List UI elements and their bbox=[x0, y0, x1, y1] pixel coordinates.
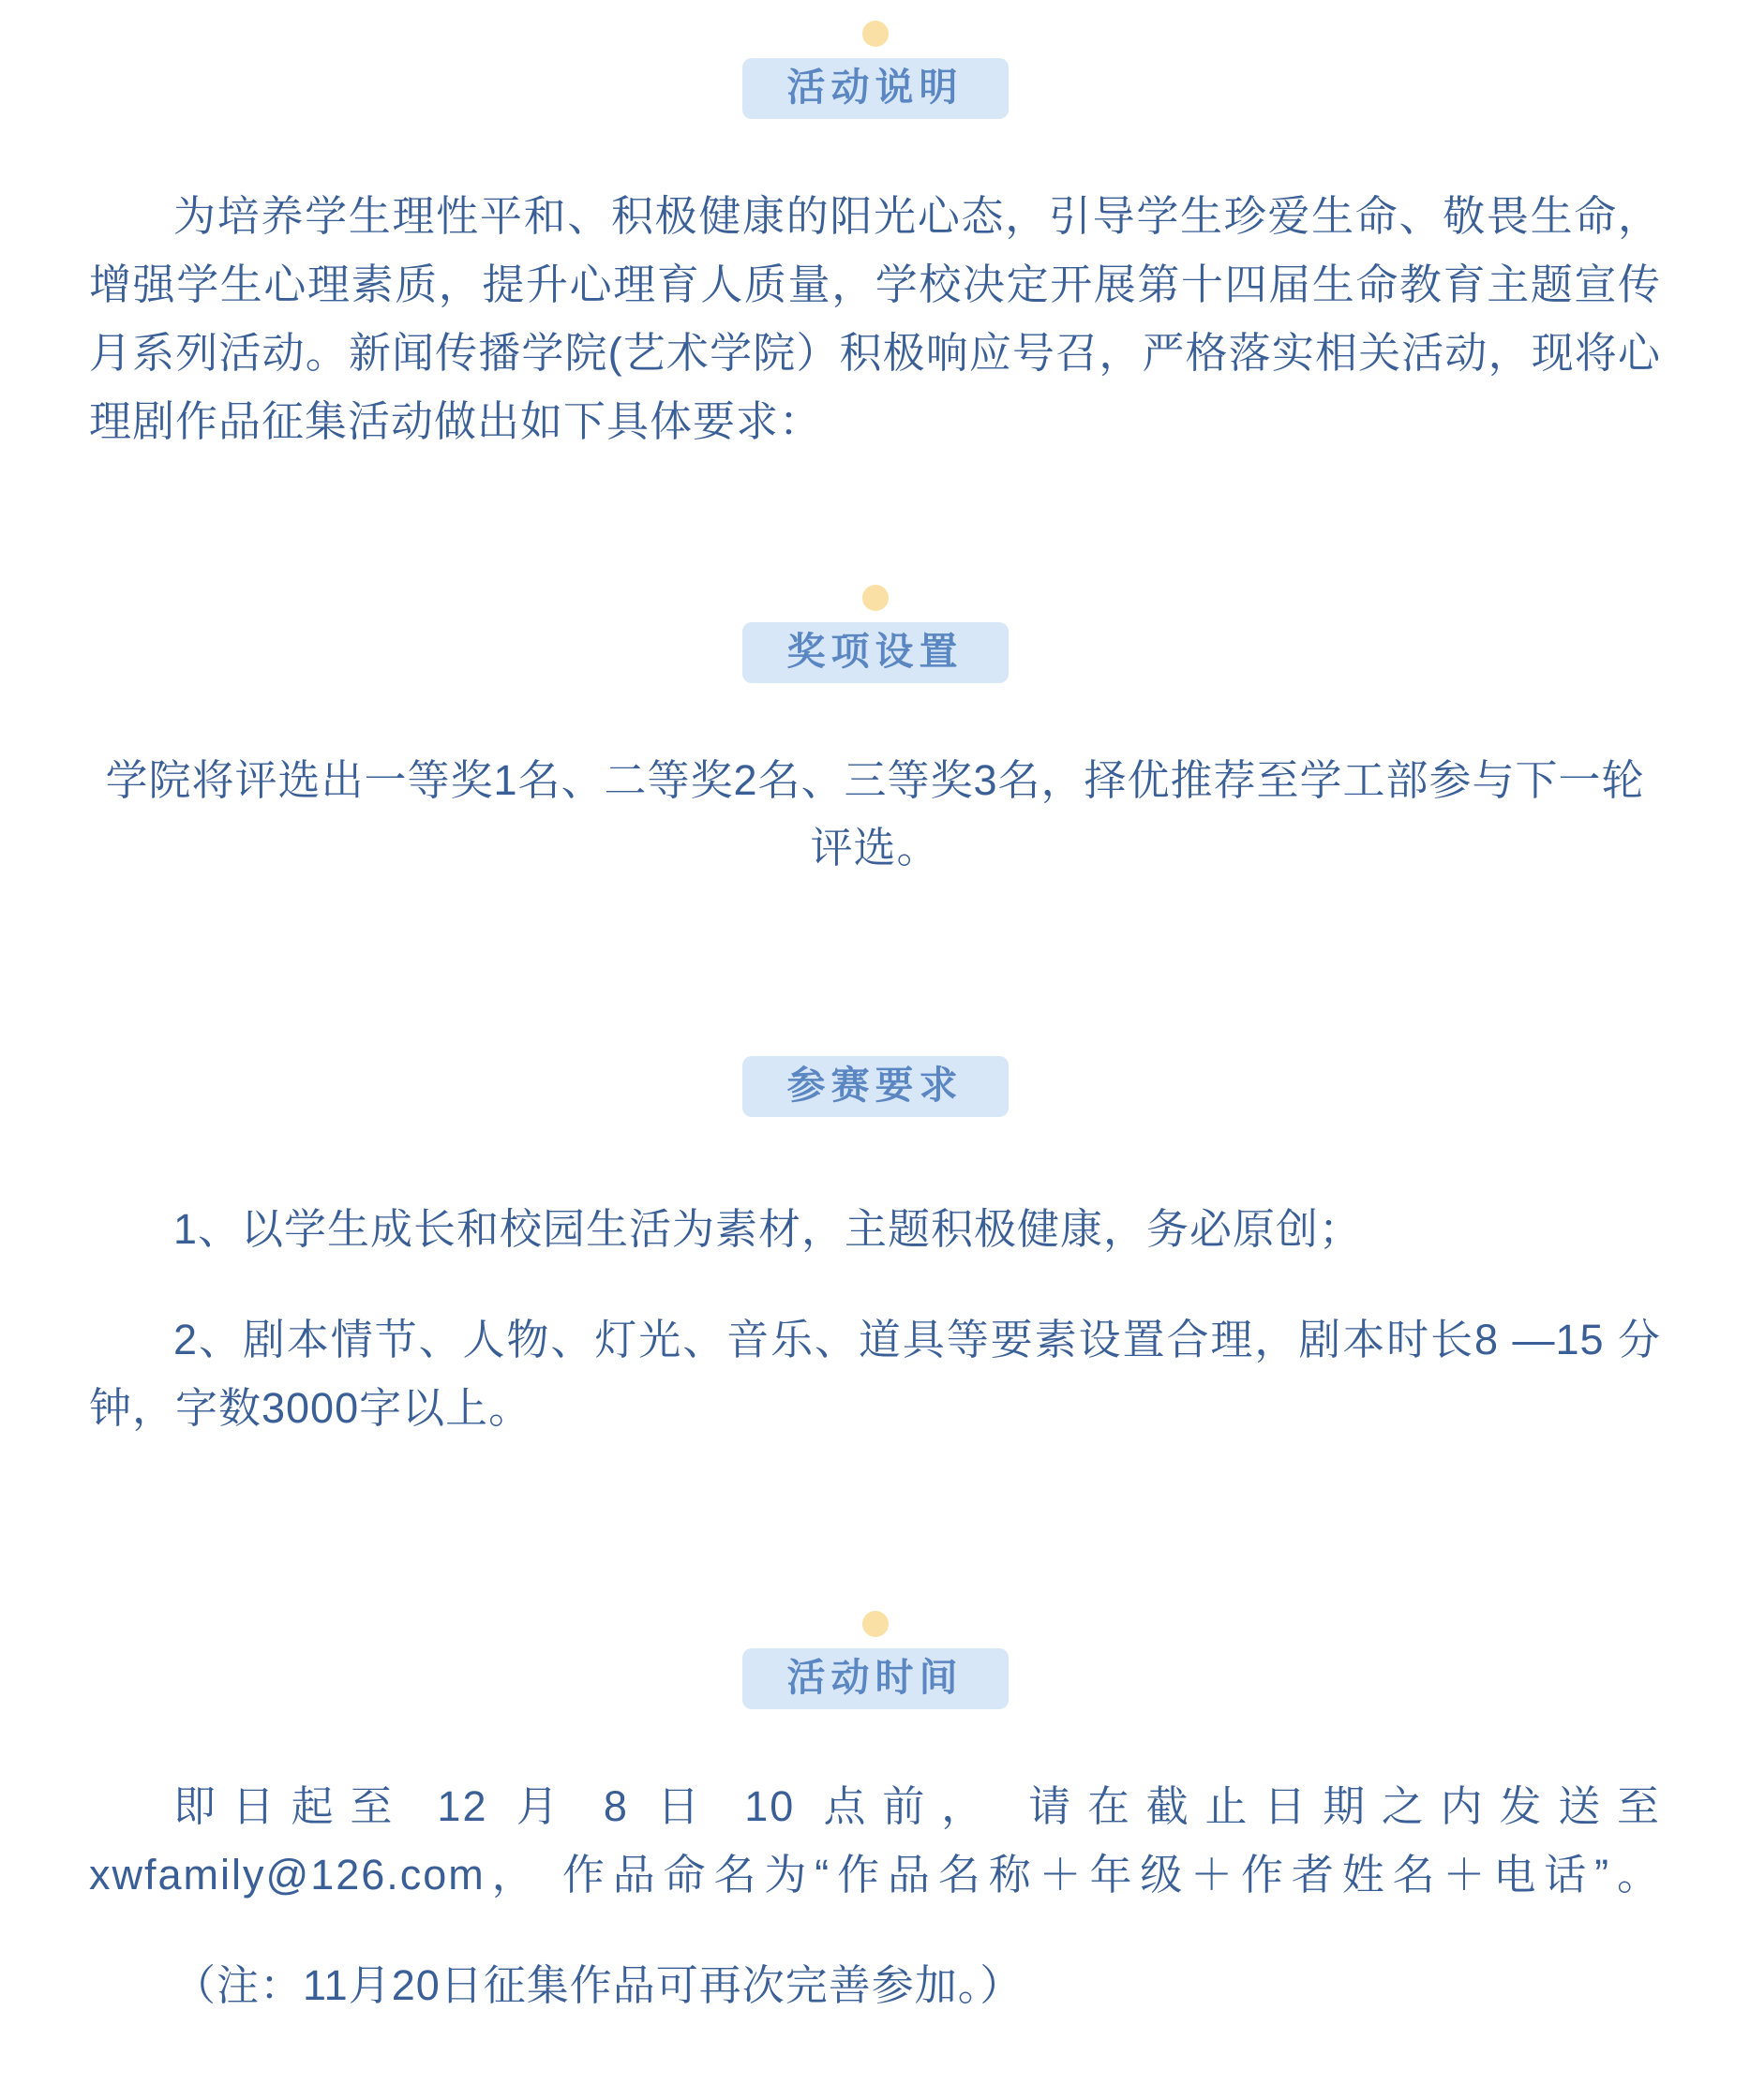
dot-icon bbox=[862, 1611, 889, 1637]
heading-badge bbox=[742, 622, 1009, 683]
dot-icon bbox=[862, 21, 889, 47]
spacer bbox=[89, 499, 1661, 564]
paragraph-submission-info: 即日起至 12 月 8 日 10 点前， 请在截止日期之内发送至xwfamily@126.com， 作品命名为“作品名称＋年级＋作者姓名＋电话”。 bbox=[89, 1782, 1661, 1899]
section-awards bbox=[89, 564, 1661, 884]
section-heading-awards bbox=[89, 564, 1661, 705]
section-heading-activity-time bbox=[89, 1590, 1661, 1731]
section-activity-time bbox=[89, 1590, 1661, 2020]
heading-badge bbox=[742, 58, 1009, 119]
heading-text: 活动时间 bbox=[786, 1656, 964, 1700]
spacer bbox=[89, 1485, 1661, 1590]
paragraph-requirement-2: 2、剧本情节、人物、灯光、音乐、道具等要素设置合理，剧本时长8 —15 分钟，字数3000字以上。 bbox=[89, 1316, 1661, 1433]
paragraph-note: （注：11月20日征集作品可再次完善参加。） bbox=[173, 1960, 1024, 2009]
heading-text: 奖项设置 bbox=[786, 629, 964, 673]
heading-text: 活动说明 bbox=[786, 66, 964, 109]
paragraph-activity-description: 为培养学生理性平和、积极健康的阳光心态，引导学生珍爱生命、敬畏生命，增强学生心理素质，提升心理育人质量，学校决定开展第十四届生命教育主题宣传月系列活动。新闻传播学院(艺术学院）积极响应号召，严格落实相关活动，现将心理剧作品征集活动做出如下具体要求： bbox=[89, 192, 1661, 445]
heading-badge bbox=[742, 1056, 1009, 1117]
heading-text: 参赛要求 bbox=[786, 1064, 964, 1108]
paragraph-awards: 学院将评选出一等奖1名、二等奖2名、三等奖3名，择优推荐至学工部参与下一轮评选。 bbox=[105, 755, 1645, 872]
spacer bbox=[89, 925, 1661, 1030]
section-requirements bbox=[89, 1030, 1661, 1443]
heading-badge bbox=[742, 1648, 1009, 1709]
section-heading-activity-description bbox=[89, 0, 1661, 141]
dot-icon bbox=[862, 585, 889, 611]
section-heading-requirements bbox=[89, 1030, 1661, 1154]
section-activity-description bbox=[89, 0, 1661, 456]
paragraph-requirement-1: 1、以学生成长和校园生活为素材，主题积极健康，务必原创； bbox=[173, 1205, 1363, 1254]
